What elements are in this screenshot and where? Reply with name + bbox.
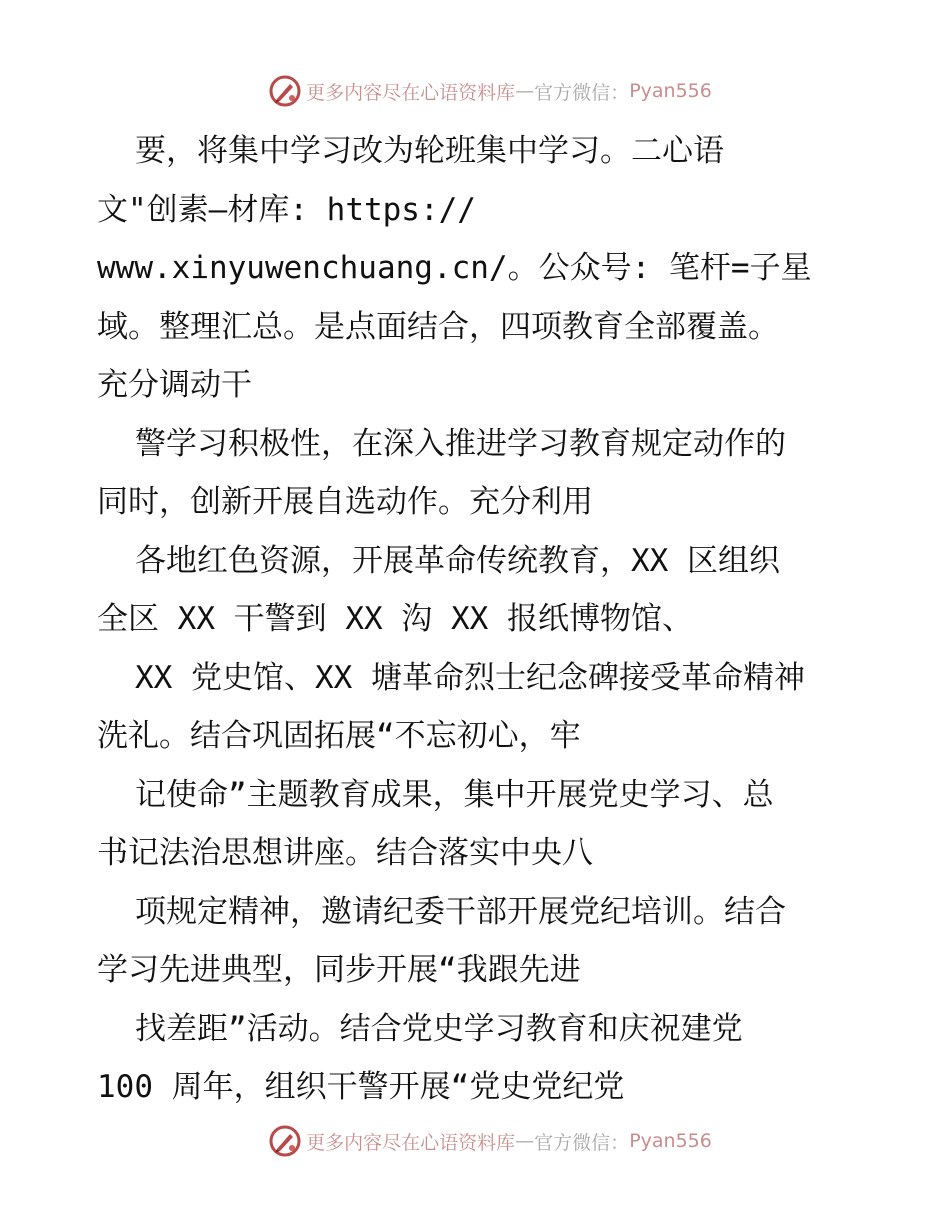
footer-banner	[0, 1121, 950, 1161]
pen-logo-icon	[268, 74, 302, 108]
footer-wechat-id: Pyan556	[629, 1130, 712, 1152]
text-line: 域。整理汇总。是点面结合，四项教育全部覆盖。	[97, 308, 779, 345]
text-line: XX 党史馆、XX 塘革命烈士纪念碑接受革命精神	[135, 659, 805, 696]
footer-wechat-label: 官方微信：	[534, 1131, 630, 1154]
text-line: 文"创素—材库: https://	[97, 191, 476, 228]
text-line: 找差距”活动。结合党史学习教育和庆祝建党	[135, 1010, 743, 1047]
text-line: www.xinyuwenchuang.cn/。公众号: 笔杆=子星	[97, 250, 812, 286]
text-line: 记使命”主题教育成果，集中开展党史学习、总	[135, 776, 774, 813]
header-banner-text: 更多内容尽在心语资料库	[306, 81, 516, 104]
text-line: 洗礼。结合巩固拓展“不忘初心，牢	[97, 718, 581, 754]
footer-banner-separator: —	[515, 1130, 535, 1152]
text-line: 100 周年，组织干警开展“党史党纪党	[97, 1069, 625, 1105]
text-line: 各地红色资源，开展革命传统教育，XX 区组织	[135, 542, 780, 579]
text-line: 警学习积极性，在深入推进学习教育规定动作的	[135, 425, 786, 462]
text-line: 同时，创新开展自选动作。充分利用	[97, 484, 593, 520]
header-banner	[0, 71, 950, 111]
body-text	[97, 122, 877, 1117]
text-line: 充分调动干	[97, 367, 252, 403]
header-wechat-label: 官方微信：	[534, 81, 630, 104]
footer-banner-text: 更多内容尽在心语资料库	[306, 1131, 516, 1154]
pen-logo-icon	[268, 1124, 302, 1158]
text-line: 要，将集中学习改为轮班集中学习。二心语	[135, 133, 724, 169]
footer-banner-content	[268, 1124, 712, 1158]
text-line: 书记法治思想讲座。结合落实中央八	[97, 835, 593, 871]
text-line: 学习先进典型，同步开展“我跟先进	[97, 952, 581, 988]
text-line: 项规定精神，邀请纪委干部开展党纪培训。结合	[135, 893, 786, 930]
header-wechat-id: Pyan556	[629, 80, 712, 102]
header-banner-separator: —	[515, 80, 535, 102]
text-line: 全区 XX 干警到 XX 沟 XX 报纸博物馆、	[97, 601, 693, 637]
header-banner-content	[268, 74, 712, 108]
